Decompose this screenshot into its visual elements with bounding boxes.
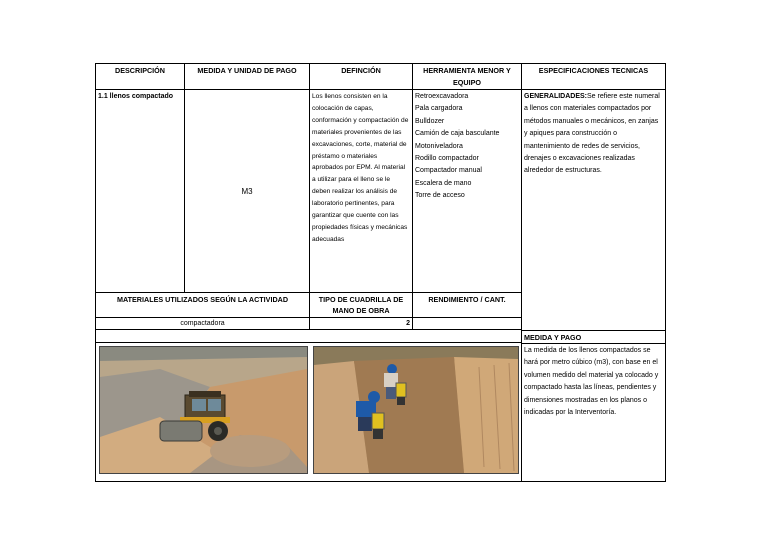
header-especificaciones: ESPECIFICACIONES TECNICAS	[521, 63, 666, 90]
herramienta-item: Torre de acceso	[415, 192, 465, 200]
herramienta-item: Rodillo compactador	[415, 155, 479, 163]
material-item-cell: compactadora	[95, 317, 310, 330]
herramienta-item: Compactador manual	[415, 167, 482, 175]
header-medida-pago: MEDIDA Y PAGO	[521, 330, 666, 344]
medida-pago-cell: La medida de los llenos compactados se hará por metro cúbico (m3), con base en el volumen medido del material ya colocado y compactado hasta las líneas, pendientes y dimensiones mostradas en los planos o indicadas por la Interventoría.	[521, 343, 666, 482]
header-medida: MEDIDA Y UNIDAD DE PAGO	[184, 63, 310, 90]
cuadrilla-value-cell: 2	[309, 317, 413, 330]
herramienta-item: Retroexcavadora	[415, 93, 469, 100]
herramienta-item: Pala cargadora	[415, 105, 463, 113]
descripcion-cell: 1.1 llenos compactado	[95, 89, 185, 293]
generalidades-label: GENERALIDADES:	[524, 93, 588, 100]
header-rendimiento: RENDIMIENTO / CANT.	[412, 292, 522, 318]
header-herramienta: HERRAMIENTA MENOR Y EQUIPO	[412, 63, 522, 90]
generalidades-text: Se refiere este numeral a llenos con materiales compactados por métodos manuales o mecánicos, en zanjas y apiques para construcción o mantenimiento de redes de servicios, drenajes o excavaciones realizadas alrededor de estructuras.	[524, 93, 660, 175]
herramienta-item: Bulldozer	[415, 117, 445, 125]
header-materiales: MATERIALES UTILIZADOS SEGÚN LA ACTIVIDAD	[95, 292, 310, 318]
trench-compaction-photo	[313, 346, 519, 474]
herramienta-item: Escalera de mano	[415, 179, 472, 187]
herramienta-item: Camión de caja basculante	[415, 130, 500, 138]
header-cuadrilla: TIPO DE CUADRILLA DE MANO DE OBRA	[309, 292, 413, 318]
unidad-cell: M3	[184, 89, 310, 293]
header-descripcion: DESCRIPCIÓN	[95, 63, 185, 90]
herramienta-cell	[412, 89, 522, 293]
definicion-cell: Los llenos consisten en la colocación de capas, conformación y compactación de materiales provenientes de las excavaciones, corte, material de préstamo o materiales aprobados por EPM. Al material a utilizar para el lleno se le deben realizar los análisis de laboratorio pertinentes, para garantizar que cuente con las propiedades físicas y mecánicas adecuadas	[309, 89, 413, 293]
roller-compactor-photo	[99, 346, 308, 474]
header-definicion: DEFINCIÓN	[309, 63, 413, 90]
spec-sheet	[95, 63, 666, 482]
spacer-row	[95, 329, 522, 343]
generalidades-cell	[521, 89, 666, 331]
herramienta-item: Motoniveladora	[415, 142, 463, 150]
